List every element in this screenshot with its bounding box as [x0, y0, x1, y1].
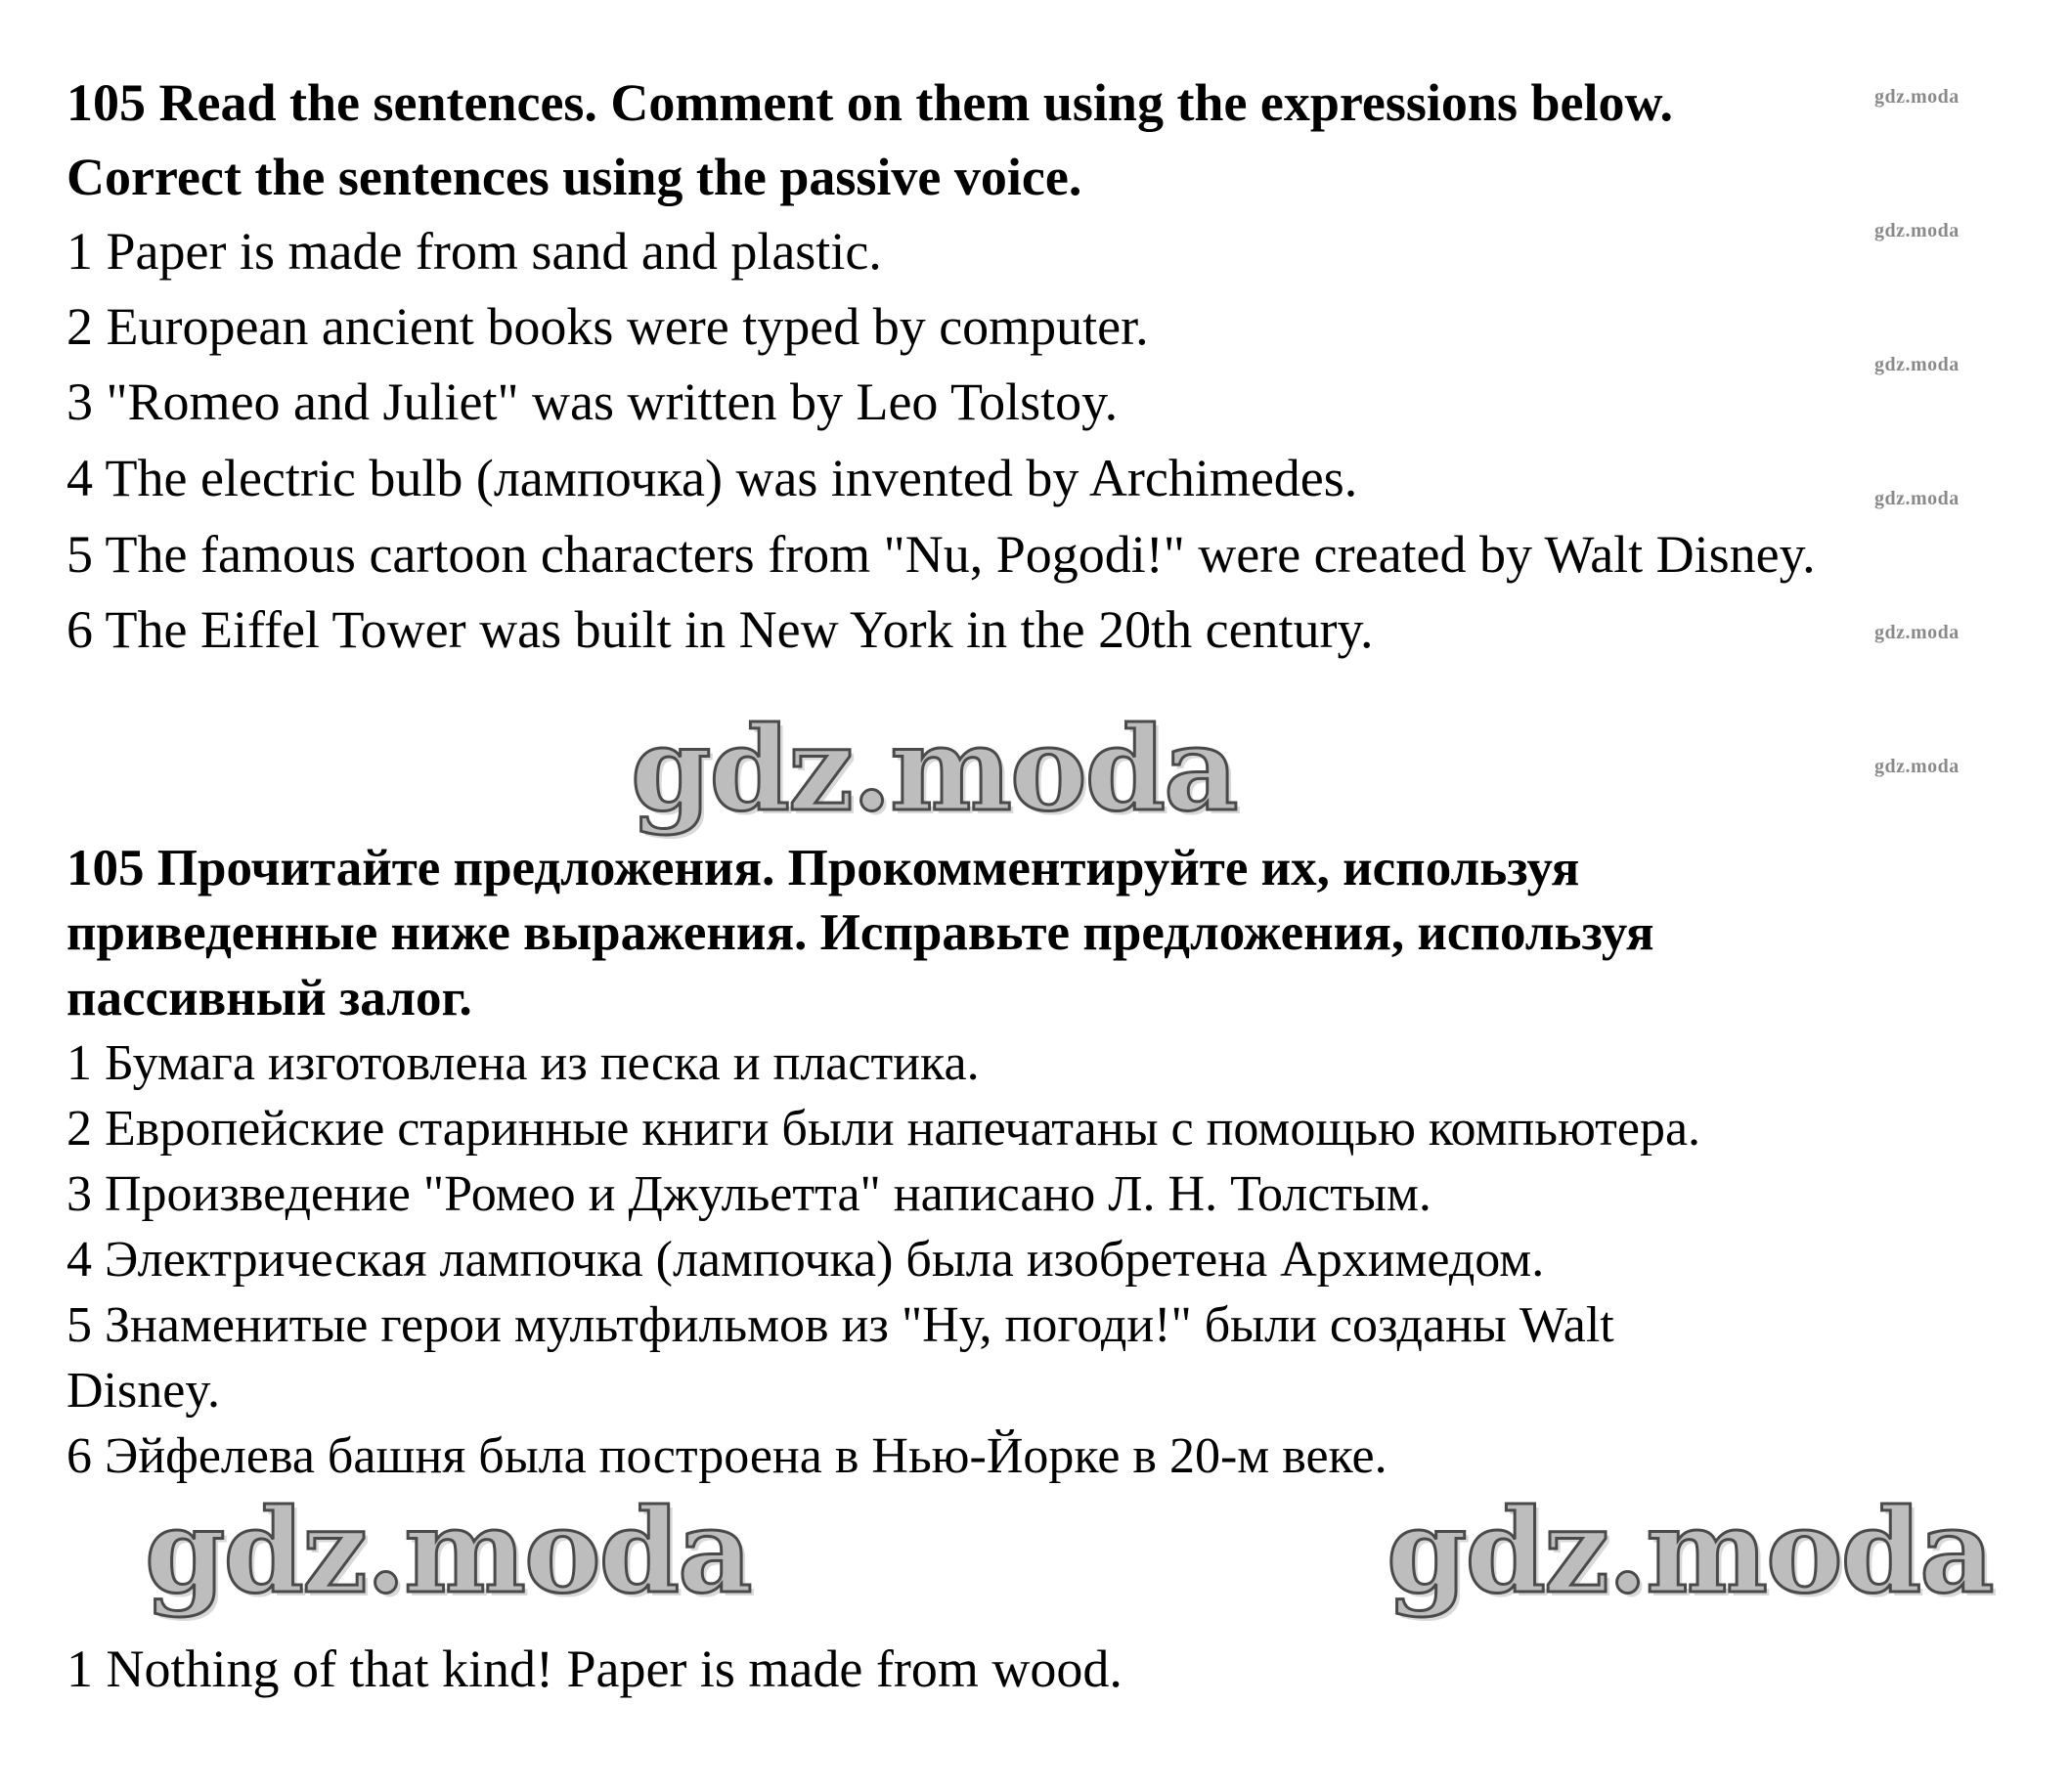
english-title-line-1: 105 Read the sentences. Comment on them using the expressions below.: [66, 73, 1673, 132]
english-sentence-4: 4 The electric bulb (лампочка) was invented by Archimedes.: [66, 449, 1358, 507]
russian-sentence-3: 3 Произведение "Ромео и Джульетта" написано Л. Н. Толстым.: [66, 1166, 1431, 1222]
russian-sentence-1: 1 Бумага изготовлена из песка и пластика.: [66, 1035, 980, 1091]
watermark-small: gdz.moda: [1874, 756, 1960, 777]
english-title-line-2: Correct the sentences using the passive voice.: [66, 148, 1082, 206]
english-sentence-2: 2 European ancient books were typed by computer.: [66, 297, 1149, 356]
watermark-large: gdz.moda: [145, 1483, 751, 1619]
watermark-small: gdz.moda: [1874, 488, 1960, 509]
english-sentence-3: 3 "Romeo and Juliet" was written by Leo Tolstoy.: [66, 372, 1119, 431]
russian-title-line-1: 105 Прочитайте предложения. Прокомментируйте их, используя: [66, 840, 1580, 896]
english-sentence-5: 5 The famous cartoon characters from "Nu, Pogodi!" were created by Walt Disney.: [66, 525, 1816, 584]
russian-title-line-2: приведенные ниже выражения. Исправьте предложения, используя: [66, 904, 1654, 961]
watermark-small: gdz.moda: [1874, 220, 1960, 241]
watermark-small: gdz.moda: [1874, 622, 1960, 643]
english-sentence-1: 1 Paper is made from sand and plastic.: [66, 222, 882, 281]
russian-sentence-4: 4 Электрическая лампочка (лампочка) была изобретена Архимедом.: [66, 1232, 1545, 1288]
russian-sentence-2: 2 Европейские старинные книги были напечатаны с помощью компьютера.: [66, 1101, 1701, 1157]
answer-1: 1 Nothing of that kind! Paper is made from wood.: [66, 1639, 1123, 1698]
russian-sentence-5-cont: Disney.: [66, 1363, 220, 1419]
russian-sentence-5: 5 Знаменитые герои мультфильмов из "Ну, погоди!" были созданы Walt: [66, 1297, 1614, 1353]
watermark-small: gdz.moda: [1874, 354, 1960, 375]
russian-sentence-6: 6 Эйфелева башня была построена в Нью-Йорке в 20-м веке.: [66, 1428, 1387, 1484]
watermark-small: gdz.moda: [1874, 86, 1960, 108]
watermark-large: gdz.moda: [631, 701, 1237, 837]
russian-title-line-3: пассивный залог.: [66, 970, 472, 1027]
english-sentence-6: 6 The Eiffel Tower was built in New York in the 20th century.: [66, 600, 1374, 659]
watermark-large: gdz.moda: [1387, 1483, 1993, 1619]
